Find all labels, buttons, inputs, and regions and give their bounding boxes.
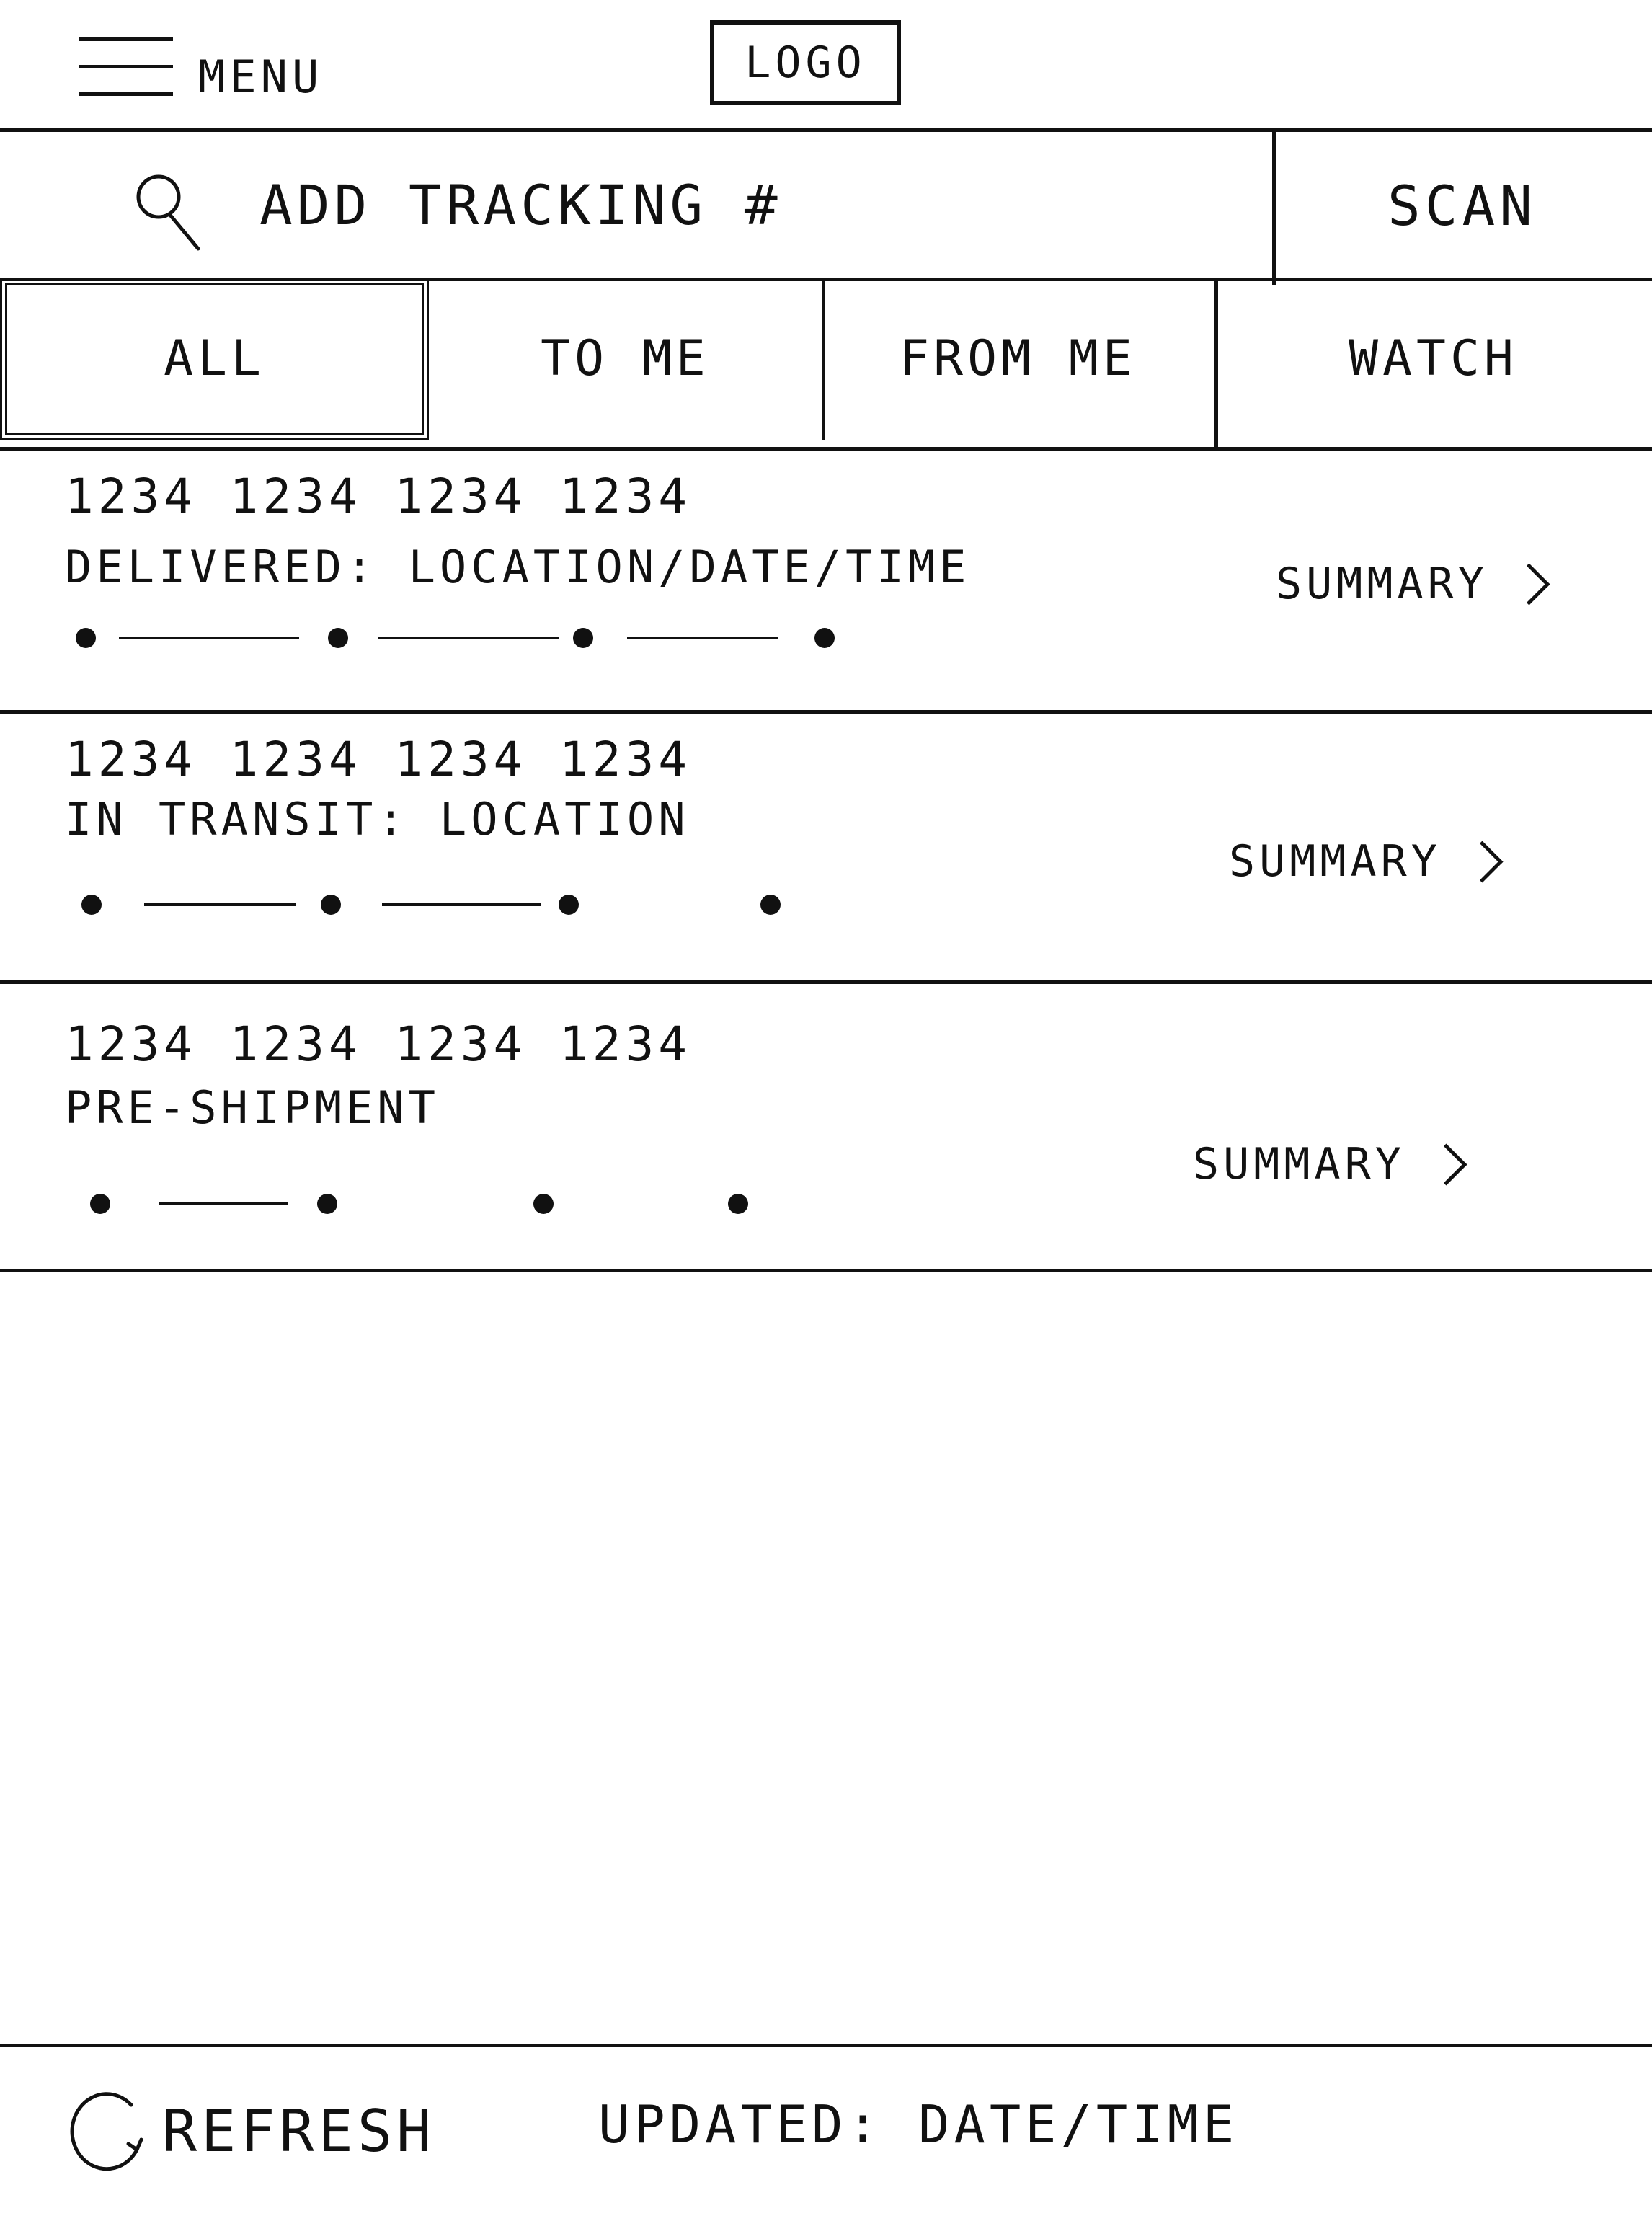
progress-step	[533, 1194, 554, 1214]
footer-divider	[0, 2044, 1652, 2047]
summary-label: SUMMARY	[1229, 836, 1442, 887]
progress-step	[573, 628, 593, 648]
shipment-status: PRE-SHIPMENT	[65, 1081, 440, 1134]
summary-link[interactable]	[1193, 1139, 1461, 1189]
shipment-row[interactable]	[0, 451, 1652, 710]
progress-connector	[378, 637, 559, 639]
shipment-row[interactable]	[0, 984, 1652, 1265]
progress-connector	[382, 903, 541, 906]
shipment-status: IN TRANSIT: LOCATION	[65, 793, 690, 846]
progress-step	[317, 1194, 337, 1214]
refresh-button[interactable]	[65, 2076, 468, 2191]
refresh-label: REFRESH	[162, 2098, 436, 2165]
tracking-number: 1234 1234 1234 1234	[65, 1016, 691, 1072]
tab-divider	[1214, 278, 1218, 447]
tab-divider	[822, 278, 825, 440]
search-placeholder: ADD TRACKING #	[259, 173, 782, 237]
progress-connector	[119, 637, 299, 639]
tab-all[interactable]: ALL	[0, 278, 429, 440]
progress-step	[81, 895, 102, 915]
shipment-status: DELIVERED: LOCATION/DATE/TIME	[65, 541, 971, 593]
tracking-number: 1234 1234 1234 1234	[65, 732, 691, 787]
summary-label: SUMMARY	[1276, 559, 1488, 609]
chevron-right-icon	[1425, 1143, 1467, 1185]
refresh-icon	[65, 2085, 151, 2178]
progress-step	[76, 628, 96, 648]
chevron-right-icon	[1461, 841, 1503, 882]
progress-connector	[159, 1202, 288, 1205]
progress-step	[559, 895, 579, 915]
shipment-row[interactable]	[0, 714, 1652, 980]
scan-button[interactable]: SCAN	[1387, 173, 1537, 238]
summary-link[interactable]	[1276, 559, 1544, 609]
logo: LOGO	[710, 20, 901, 105]
last-updated-text: UPDATED: DATE/TIME	[598, 2094, 1239, 2155]
progress-step	[728, 1194, 748, 1214]
chevron-right-icon	[1508, 563, 1550, 605]
row-divider	[0, 1269, 1652, 1272]
summary-label: SUMMARY	[1193, 1139, 1405, 1189]
progress-connector	[627, 637, 778, 639]
tab-watch[interactable]: WATCH	[1349, 330, 1518, 387]
progress-step	[760, 895, 781, 915]
menu-button[interactable]	[72, 29, 375, 108]
menu-label: MENU	[198, 50, 324, 103]
tab-to-me[interactable]: TO ME	[541, 330, 710, 387]
progress-step	[328, 628, 348, 648]
hamburger-icon	[79, 37, 177, 99]
progress-step	[90, 1194, 110, 1214]
progress-step	[321, 895, 341, 915]
summary-link[interactable]	[1229, 836, 1497, 887]
search-icon	[130, 168, 209, 254]
progress-connector	[144, 903, 296, 906]
tab-from-me[interactable]: FROM ME	[900, 330, 1137, 387]
progress-step	[814, 628, 835, 648]
header-divider	[0, 128, 1652, 132]
tracking-number: 1234 1234 1234 1234	[65, 469, 691, 524]
tracking-search-input[interactable]	[0, 133, 1272, 274]
